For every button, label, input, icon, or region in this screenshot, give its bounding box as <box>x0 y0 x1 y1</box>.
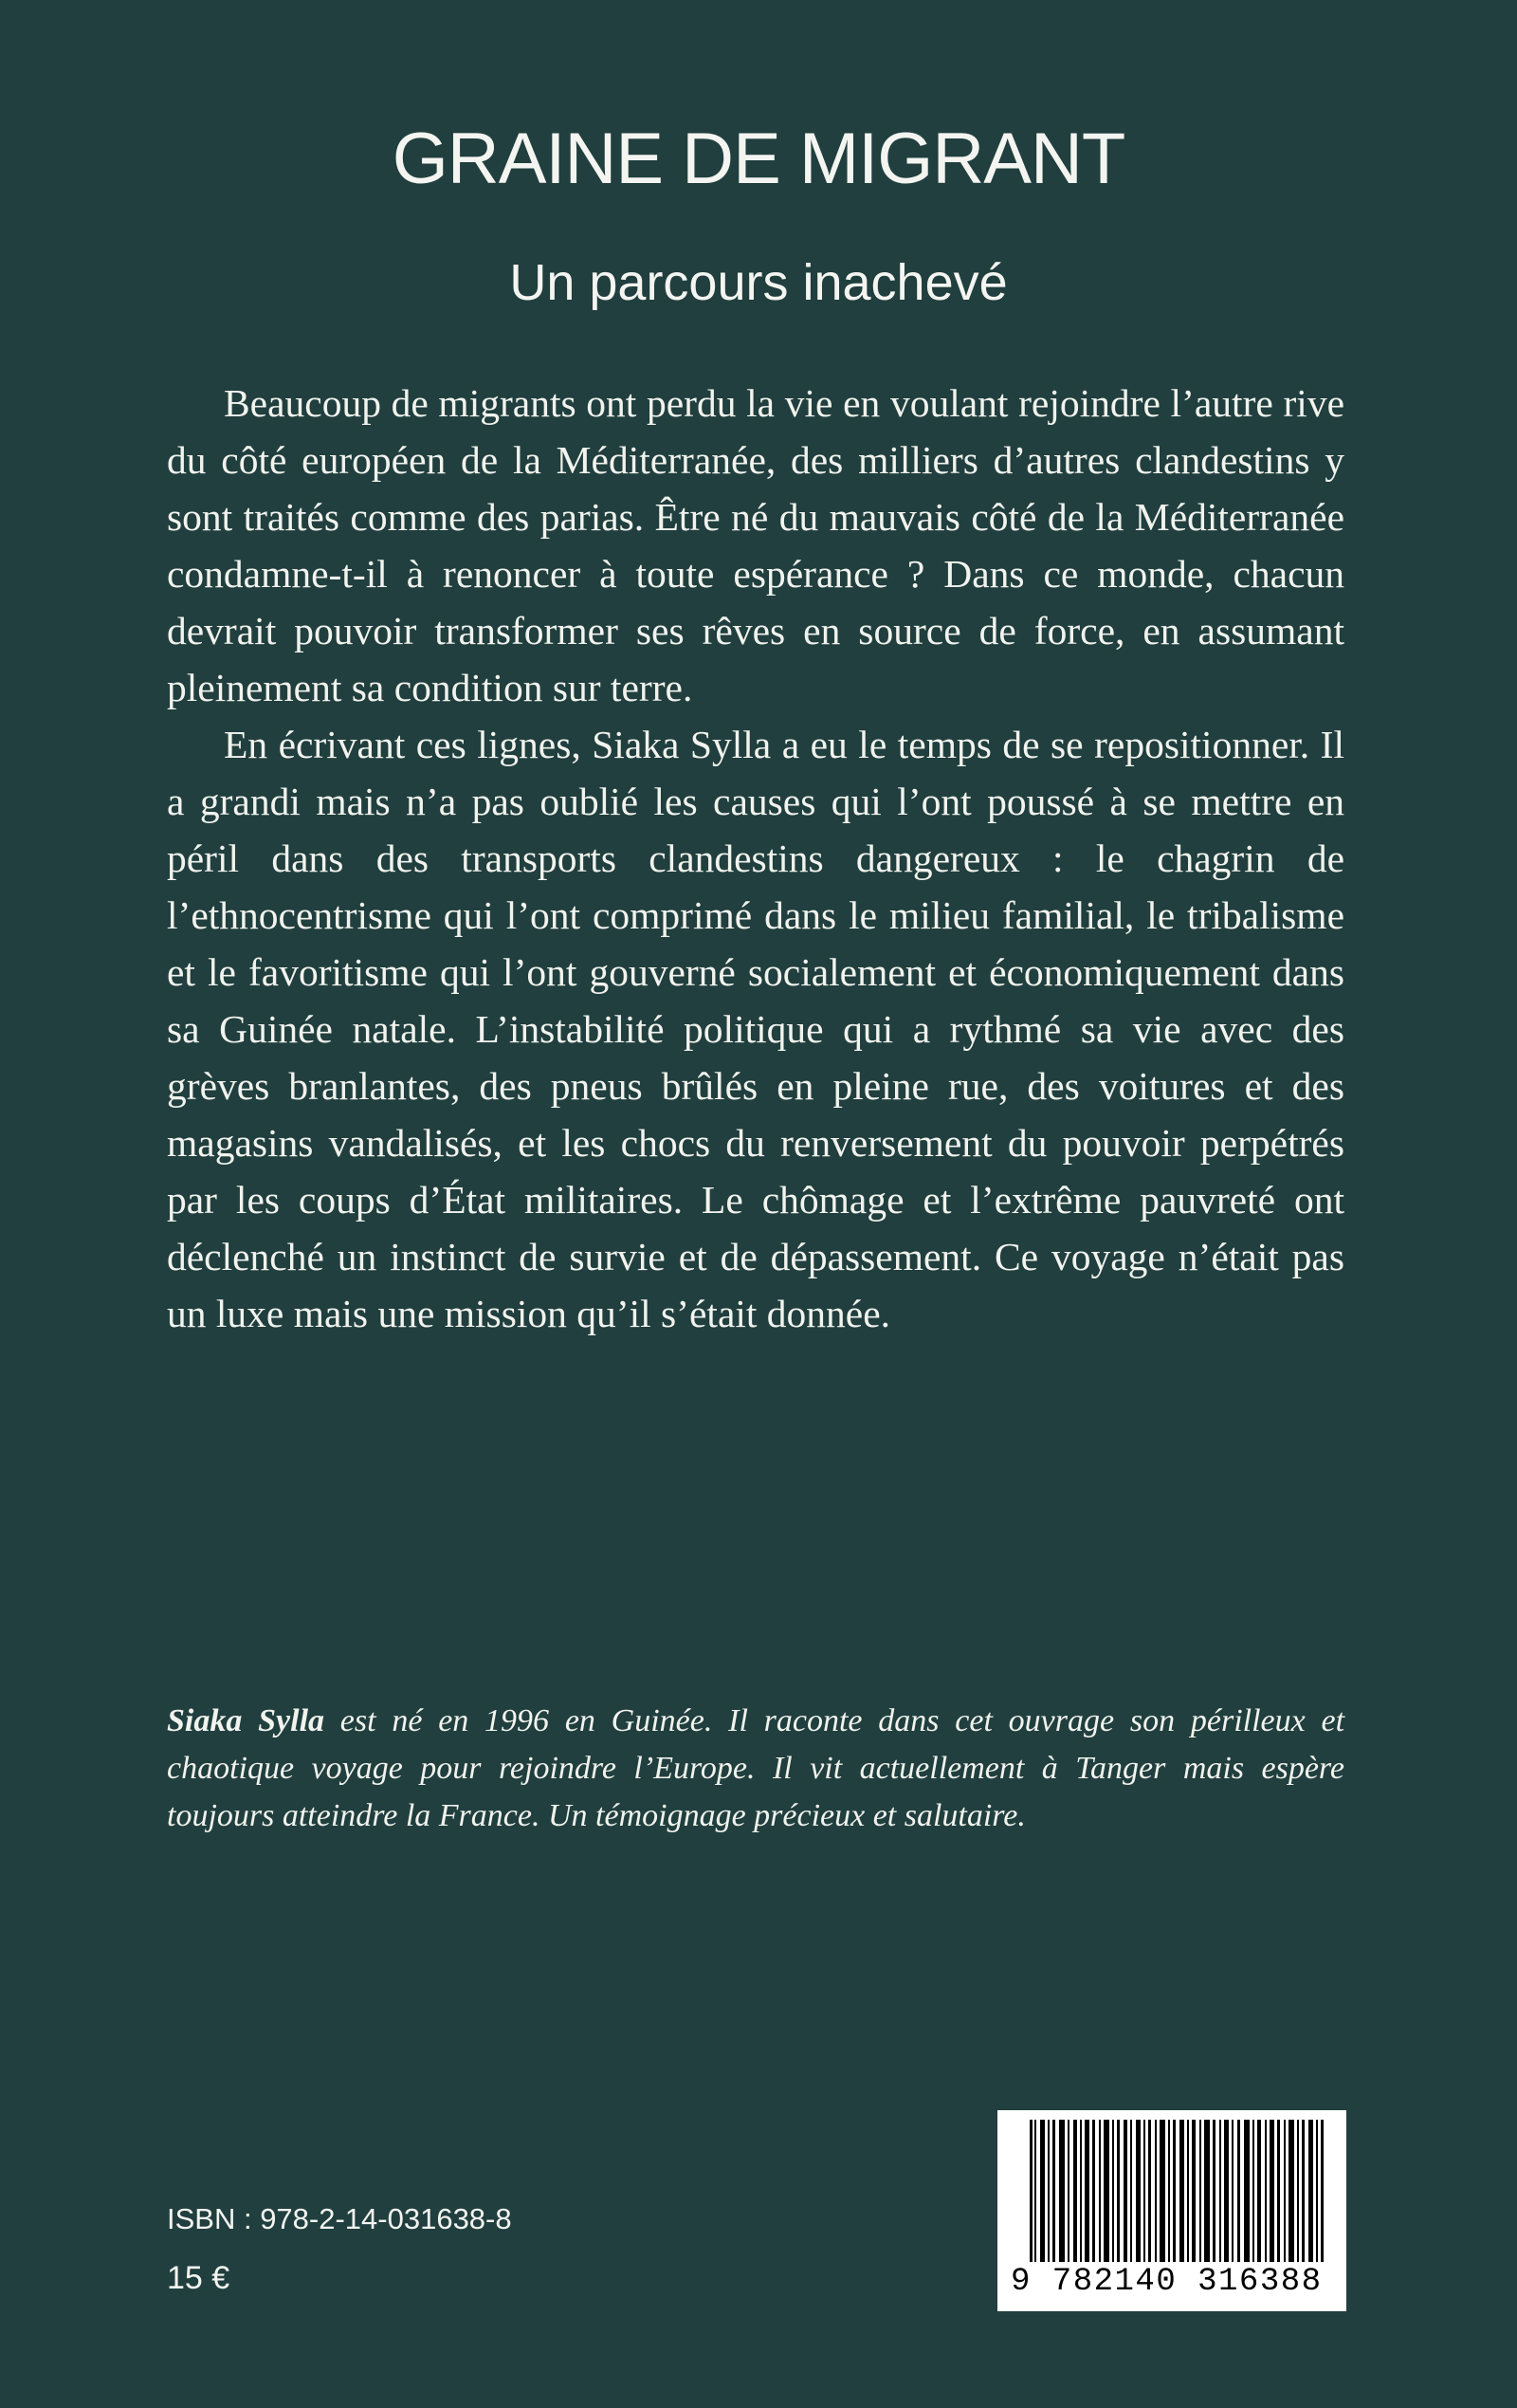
book-subtitle: Un parcours inachevé <box>509 254 1008 311</box>
author-biography <box>167 1698 1344 1840</box>
author-biography-text: est né en 1996 en Guinée. Il raconte dans cet ouvrage son périlleux et chaotique voyage pour rejoindre l’Europe. Il vit actuellement à Tanger mais espère toujours atteindre la France. Un témoignage précieux et salutaire. <box>167 1703 1345 1833</box>
book-title: GRAINE DE MIGRANT <box>392 119 1125 199</box>
summary-paragraph-1: Beaucoup de migrants ont perdu la vie en voulant rejoindre l’autre rive du côté européen de la Méditerranée, des milliers d’autres clandestins y sont traités comme des parias. Être né du mauvais côté de la Méditerranée condamne-t-il à renoncer à toute espérance ? Dans ce monde, chacun devrait pouvoir transformer ses rêves en source de force, en assumant pleinement sa condition sur terre. <box>167 381 1344 709</box>
summary-paragraph-2: En écrivant ces lignes, Siaka Sylla a eu le temps de se repositionner. Il a grandi mais n’a pas oublié les causes qui l’ont poussé à se mettre en péril dans des transports clandestins dangereux : le chagrin de l’ethnocentrisme qui l’ont comprimé dans le milieu familial, le tribalisme et le favoritisme qui l’ont gouverné socialement et économiquement dans sa Guinée natale. L’instabilité politique qui a rythmé sa vie avec des grèves branlantes, des pneus brûlés en pleine rue, des voitures et des magasins vandalisés, et les chocs du renversement du pouvoir perpétrés par les coups d’État militaires. Le chômage et l’extrême pauvreté ont déclenché un instinct de survie et de dépassement. Ce voyage n’était pas un luxe mais une mission qu’il s’était donnée. <box>167 723 1344 1335</box>
book-summary <box>167 375 1344 1342</box>
isbn-barcode <box>997 2110 1346 2311</box>
barcode-digits: 9 782140 316388 <box>1011 2264 1323 2300</box>
barcode-bars <box>1011 2120 1333 2262</box>
author-name: Siaka Sylla <box>167 1703 325 1738</box>
isbn-label: ISBN : 978-2-14-031638-8 <box>167 2202 512 2235</box>
book-price: 15 € <box>167 2260 230 2296</box>
